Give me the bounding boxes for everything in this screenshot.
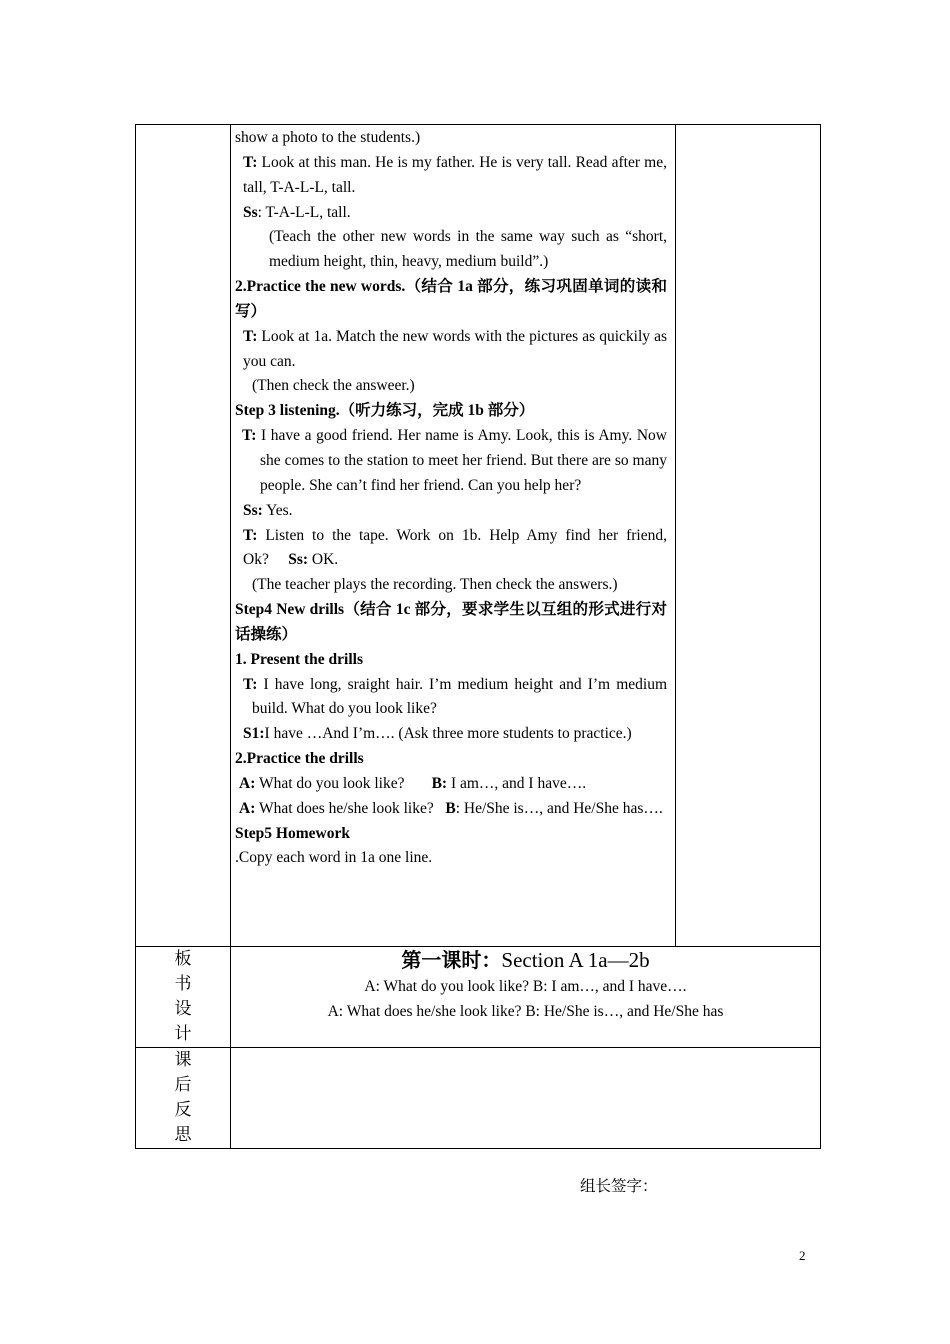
section-heading: 2.Practice the new words.（结合 1a 部分，练习巩固单词的读和写） <box>235 278 667 320</box>
board-line-1: A: What do you look like? B: I am…, and I have…. <box>364 978 687 995</box>
reflection-label: 课 后 反 思 <box>136 1048 231 1149</box>
board-title: 第一课时：Section A 1a—2b <box>401 948 650 972</box>
reflection-content <box>231 1048 821 1149</box>
procedure-line: Ss: Yes. <box>243 501 293 519</box>
procedure-line: T: Look at 1a. Match the new words with the pictures as quickily as you can. <box>243 327 667 370</box>
procedure-line: .Copy each word in 1a one line. <box>235 849 433 867</box>
procedure-line: (Teach the other new words in the same way such as “short, medium height, thin, heavy, medium build”.) <box>269 228 667 271</box>
procedure-line: T: I have long, sraight hair. I’m medium height and I’m medium build. What do you look like? <box>243 675 667 718</box>
board-design-content <box>231 947 821 1048</box>
procedure-line: show a photo to the students.) <box>235 129 421 146</box>
procedure-line: S1:I have …And I’m…. (Ask three more students to practice.) <box>243 725 632 743</box>
board-design-label: 板 书 设 计 <box>136 947 231 1048</box>
procedure-line: T: I have a good friend. Her name is Amy. Look, this is Amy. Now she comes to the station to meet her friend. But there are so many people. She can’t find her friend. Can you help her? <box>242 427 667 494</box>
procedure-line: T: Listen to the tape. Work on 1b. Help Amy find her friend, Ok? Ss: OK. <box>243 526 667 569</box>
procedure-cell <box>231 125 676 947</box>
board-line-2: A: What does he/she look like? B: He/She is…, and He/She has <box>327 1003 724 1020</box>
procedure-label-cell <box>136 125 231 947</box>
procedure-line: (Then check the answeer.) <box>252 377 415 395</box>
section-heading: 1. Present the drills <box>235 650 364 668</box>
procedure-line: (The teacher plays the recording. Then check the answers.) <box>252 576 618 594</box>
procedure-line: A: What do you look like? B: I am…, and I have…. <box>239 774 587 792</box>
procedure-row <box>136 125 821 947</box>
page-number: 2 <box>799 1248 806 1263</box>
notes-cell <box>676 125 821 947</box>
board-design-row <box>136 947 821 1048</box>
procedure-line: T: Look at this man. He is my father. He is very tall. Read after me, tall, T-A-L-L, tall. <box>243 153 667 196</box>
procedure-line: Ss: T-A-L-L, tall. <box>243 203 351 221</box>
section-heading: Step5 Homework <box>235 824 350 842</box>
group-leader-signature: 组长签字： <box>580 1177 658 1195</box>
reflection-row <box>136 1048 821 1149</box>
section-heading: 2.Practice the drills <box>235 750 364 768</box>
procedure-line: A: What does he/she look like? B: He/She is…, and He/She has…. <box>239 799 663 817</box>
section-heading: Step 3 listening.（听力练习，完成 1b 部分） <box>235 402 535 420</box>
lesson-plan-table <box>135 124 821 1149</box>
section-heading: Step4 New drills（结合 1c 部分，要求学生以互组的形式进行对话操练） <box>235 601 667 643</box>
